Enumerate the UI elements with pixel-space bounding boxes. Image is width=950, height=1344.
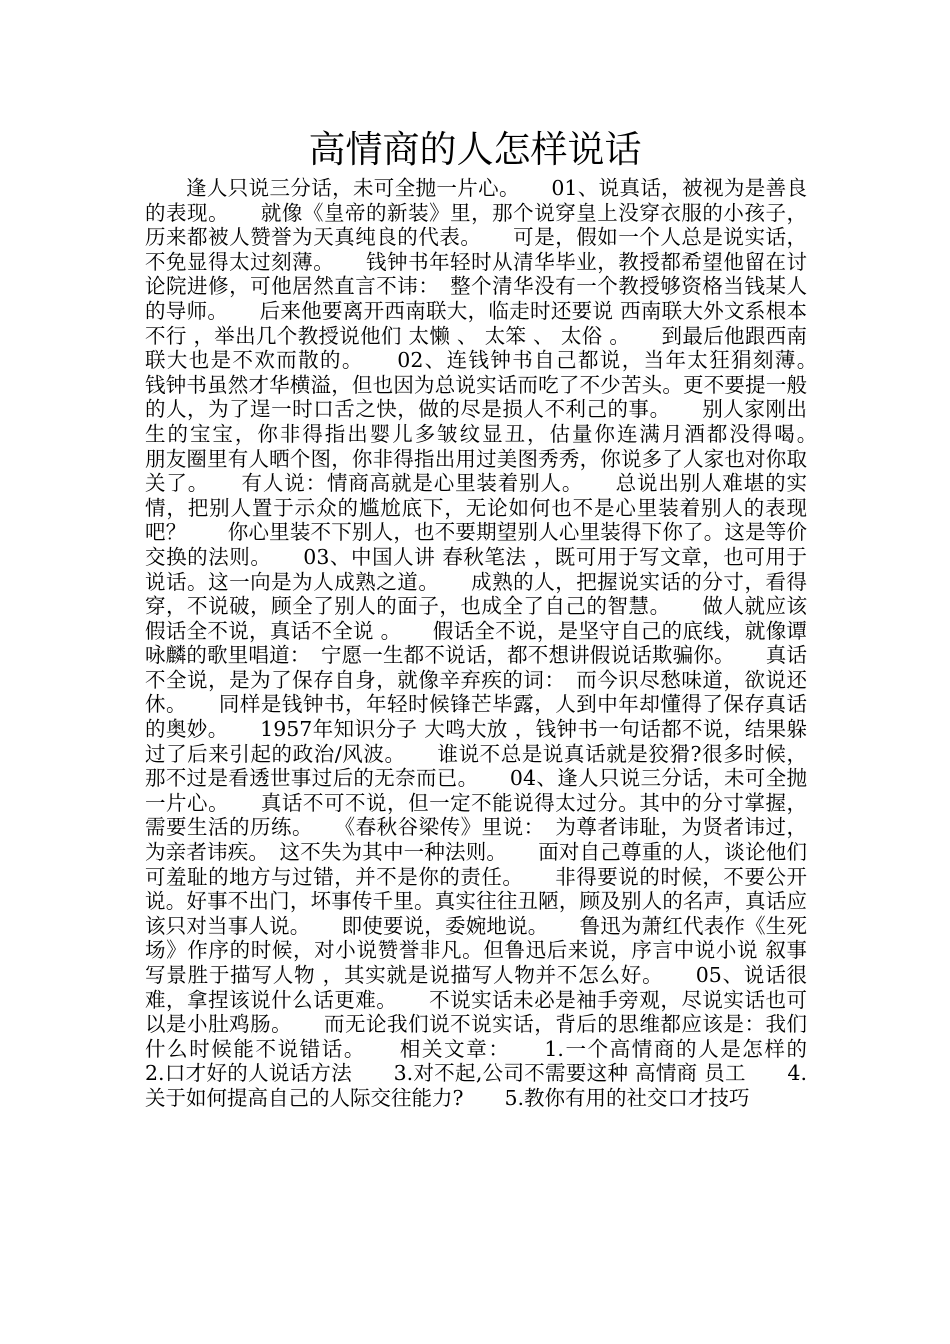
document-title: 高情商的人怎样说话	[308, 128, 642, 171]
document-body: 逢人只说三分话，未可全抛一片心。 01、说真话，被视为是善良的表现。 就像《皇帝的新装》里，那个说穿皇上没穿衣服的小孩子，历来都被人赞誉为天真纯良的代表。 可是，假如一个人总是说实话，不免显得太过刻薄。 钱钟书年轻时从清华毕业，教授都希望他留在讨论院进修，可他居然直言不讳： 整个清华没有一个教授够资格当钱某人的导师。 后来他要离开西南联大，临走时还要说 西南联大外文系根本不行 ，举出几个教授说他们 太懒 、 太笨 、 太俗 。 到最后他跟西南联大也是不欢而散的。 02、连钱钟书自己都说，当年太狂狷刻薄。 钱钟书虽然才华横溢，但也因为总说实话而吃了不少苦头。更不要提一般的人，为了逞一时口舌之快，做的尽是损人不利己的事。 别人家刚出生的宝宝，你非得指出婴儿多皱纹显丑，估量你连满月酒都没得喝。 朋友圈里有人晒个图，你非得指出用过美图秀秀，你说多了人家也对你取关了。 有人说：情商高就是心里装着别人。 总说出别人难堪的实情，把别人置于示众的尴尬底下，无论如何也不是心里装着别人的表现吧？ 你心里装不下别人，也不要期望别人心里装得下你了。这是等价交换的法则。 03、中国人讲 春秋笔法 ，既可用于写文章，也可用于说话。这一向是为人成熟之道。 成熟的人，把握说实话的分寸，看得穿，不说破，顾全了别人的面子，也成全了自己的智慧。 做人就应该 假话全不说，真话不全说 。 假话全不说，是坚守自己的底线，就像谭咏麟的歌里唱道： 宁愿一生都不说话，都不想讲假说话欺骗你。 真话不全说，是为了保存自身，就像辛弃疾的词： 而今识尽愁味道，欲说还休。 同样是钱钟书，年轻时候锋芒毕露，人到中年却懂得了保存真话的奥妙。 1957年知识分子 大鸣大放 ，钱钟书一句话都不说，结果躲过了后来引起的政治/风波。 谁说不总是说真话就是狡猾?很多时候，那不过是看透世事过后的无奈而已。 04、逢人只说三分话，未可全抛一片心。 真话不可不说，但一定不能说得太过分。其中的分寸掌握，需要生活的历练。 《春秋谷梁传》里说： 为尊者讳耻，为贤者讳过，为亲者讳疾。 这不失为其中一种法则。 面对自己尊重的人，谈论他们可羞耻的地方与过错，并不是你的责任。 非得要说的时候，不要公开说。好事不出门，坏事传千里。真实往往丑陋，顾及别人的名声，真话应该只对当事人说。 即使要说，委婉地说。 鲁迅为萧红代表作《生死场》作序的时候，对小说赞誉非凡。但鲁迅后来说，序言中说小说 叙事写景胜于描写人物 ，其实就是说描写人物并不怎么好。 05、说话很难，拿捏该说什么话更难。 不说实话未必是袖手旁观，尽说实话也可以是小肚鸡肠。 而无论我们说不说实话，背后的思维都应该是：我们什么时候能不说错话。 相关文章： 1.一个高情商的人是怎样的 2.口才好的人说话方法 3.对不起,公司不需要这种 高情商 员工 4.关于如何提高自己的人际交往能力? 5.教你有用的社交口才技巧	[145, 176, 848, 1110]
